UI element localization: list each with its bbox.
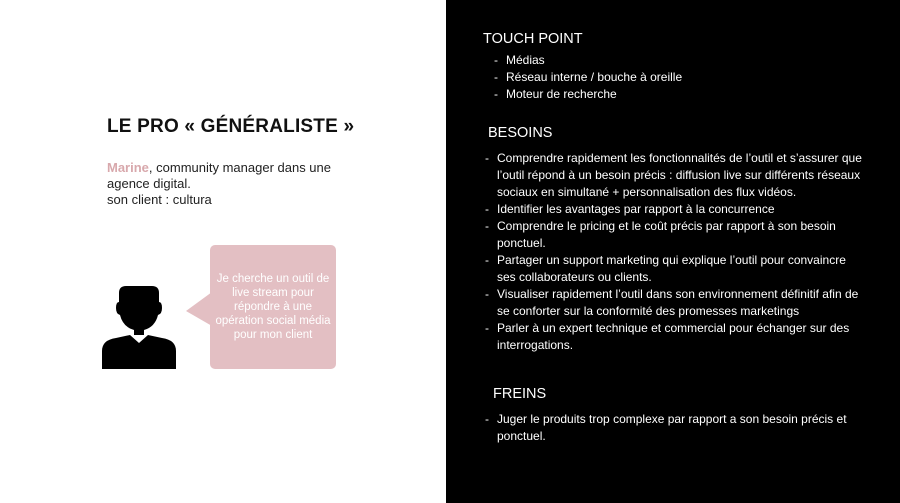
speech-bubble	[210, 245, 336, 369]
persona-role: , community manager dans une agence digital.	[107, 160, 332, 191]
touch-point-list	[494, 52, 854, 103]
bullet: -	[485, 321, 489, 335]
bullet: -	[485, 202, 489, 216]
list-item: - Moteur de recherche	[494, 87, 617, 101]
user-silhouette-icon	[100, 283, 178, 369]
bullet: -	[485, 253, 489, 267]
freins-title: FREINS	[493, 386, 547, 402]
bullet: -	[494, 70, 498, 84]
list-item: - Comprendre le pricing et le coût précis par rapport à son besoin ponctuel.	[485, 219, 836, 250]
list-item: - Comprendre rapidement les fonctionnalités de l’outil et s’assurer que l’outil répond à un besoin précis : diffusion live sur différents réseaux sociaux en simultané + personnalisation des flux vidéos.	[485, 151, 862, 199]
persona-description	[107, 160, 347, 208]
bullet: -	[494, 87, 498, 101]
besoins-title: BESOINS	[488, 125, 553, 141]
persona-name: Marine	[107, 160, 149, 175]
list-item: - Partager un support marketing qui explique l’outil pour convaincre ses collaborateurs ou clients.	[485, 253, 846, 284]
list-item: - Juger le produits trop complexe par rapport a son besoin précis et ponctuel.	[485, 412, 847, 443]
touch-point-title: TOUCH POINT	[483, 31, 583, 47]
bullet: -	[485, 287, 489, 301]
bullet: -	[494, 53, 498, 67]
besoins-list	[485, 150, 865, 354]
freins-list	[485, 411, 865, 445]
persona-title: LE PRO « GÉNÉRALISTE »	[107, 116, 355, 137]
bullet: -	[485, 151, 489, 165]
list-item: - Médias	[494, 53, 545, 67]
persona-client: son client : cultura	[107, 192, 212, 207]
bullet: -	[485, 412, 489, 426]
list-item: - Visualiser rapidement l’outil dans son environnement définitif afin de se conforter sur la conformité des promesses marketings	[485, 287, 859, 318]
list-item: - Parler à un expert technique et commercial pour échanger sur des interrogations.	[485, 321, 850, 352]
bullet: -	[485, 219, 489, 233]
persona-panel	[0, 0, 446, 503]
list-item: - Identifier les avantages par rapport à la concurrence	[485, 202, 775, 216]
list-item: - Réseau interne / bouche à oreille	[494, 70, 683, 84]
persona-quote: Je cherche un outil de live stream pour répondre à une opération social média pour mon client	[215, 273, 331, 341]
details-panel	[446, 0, 900, 503]
